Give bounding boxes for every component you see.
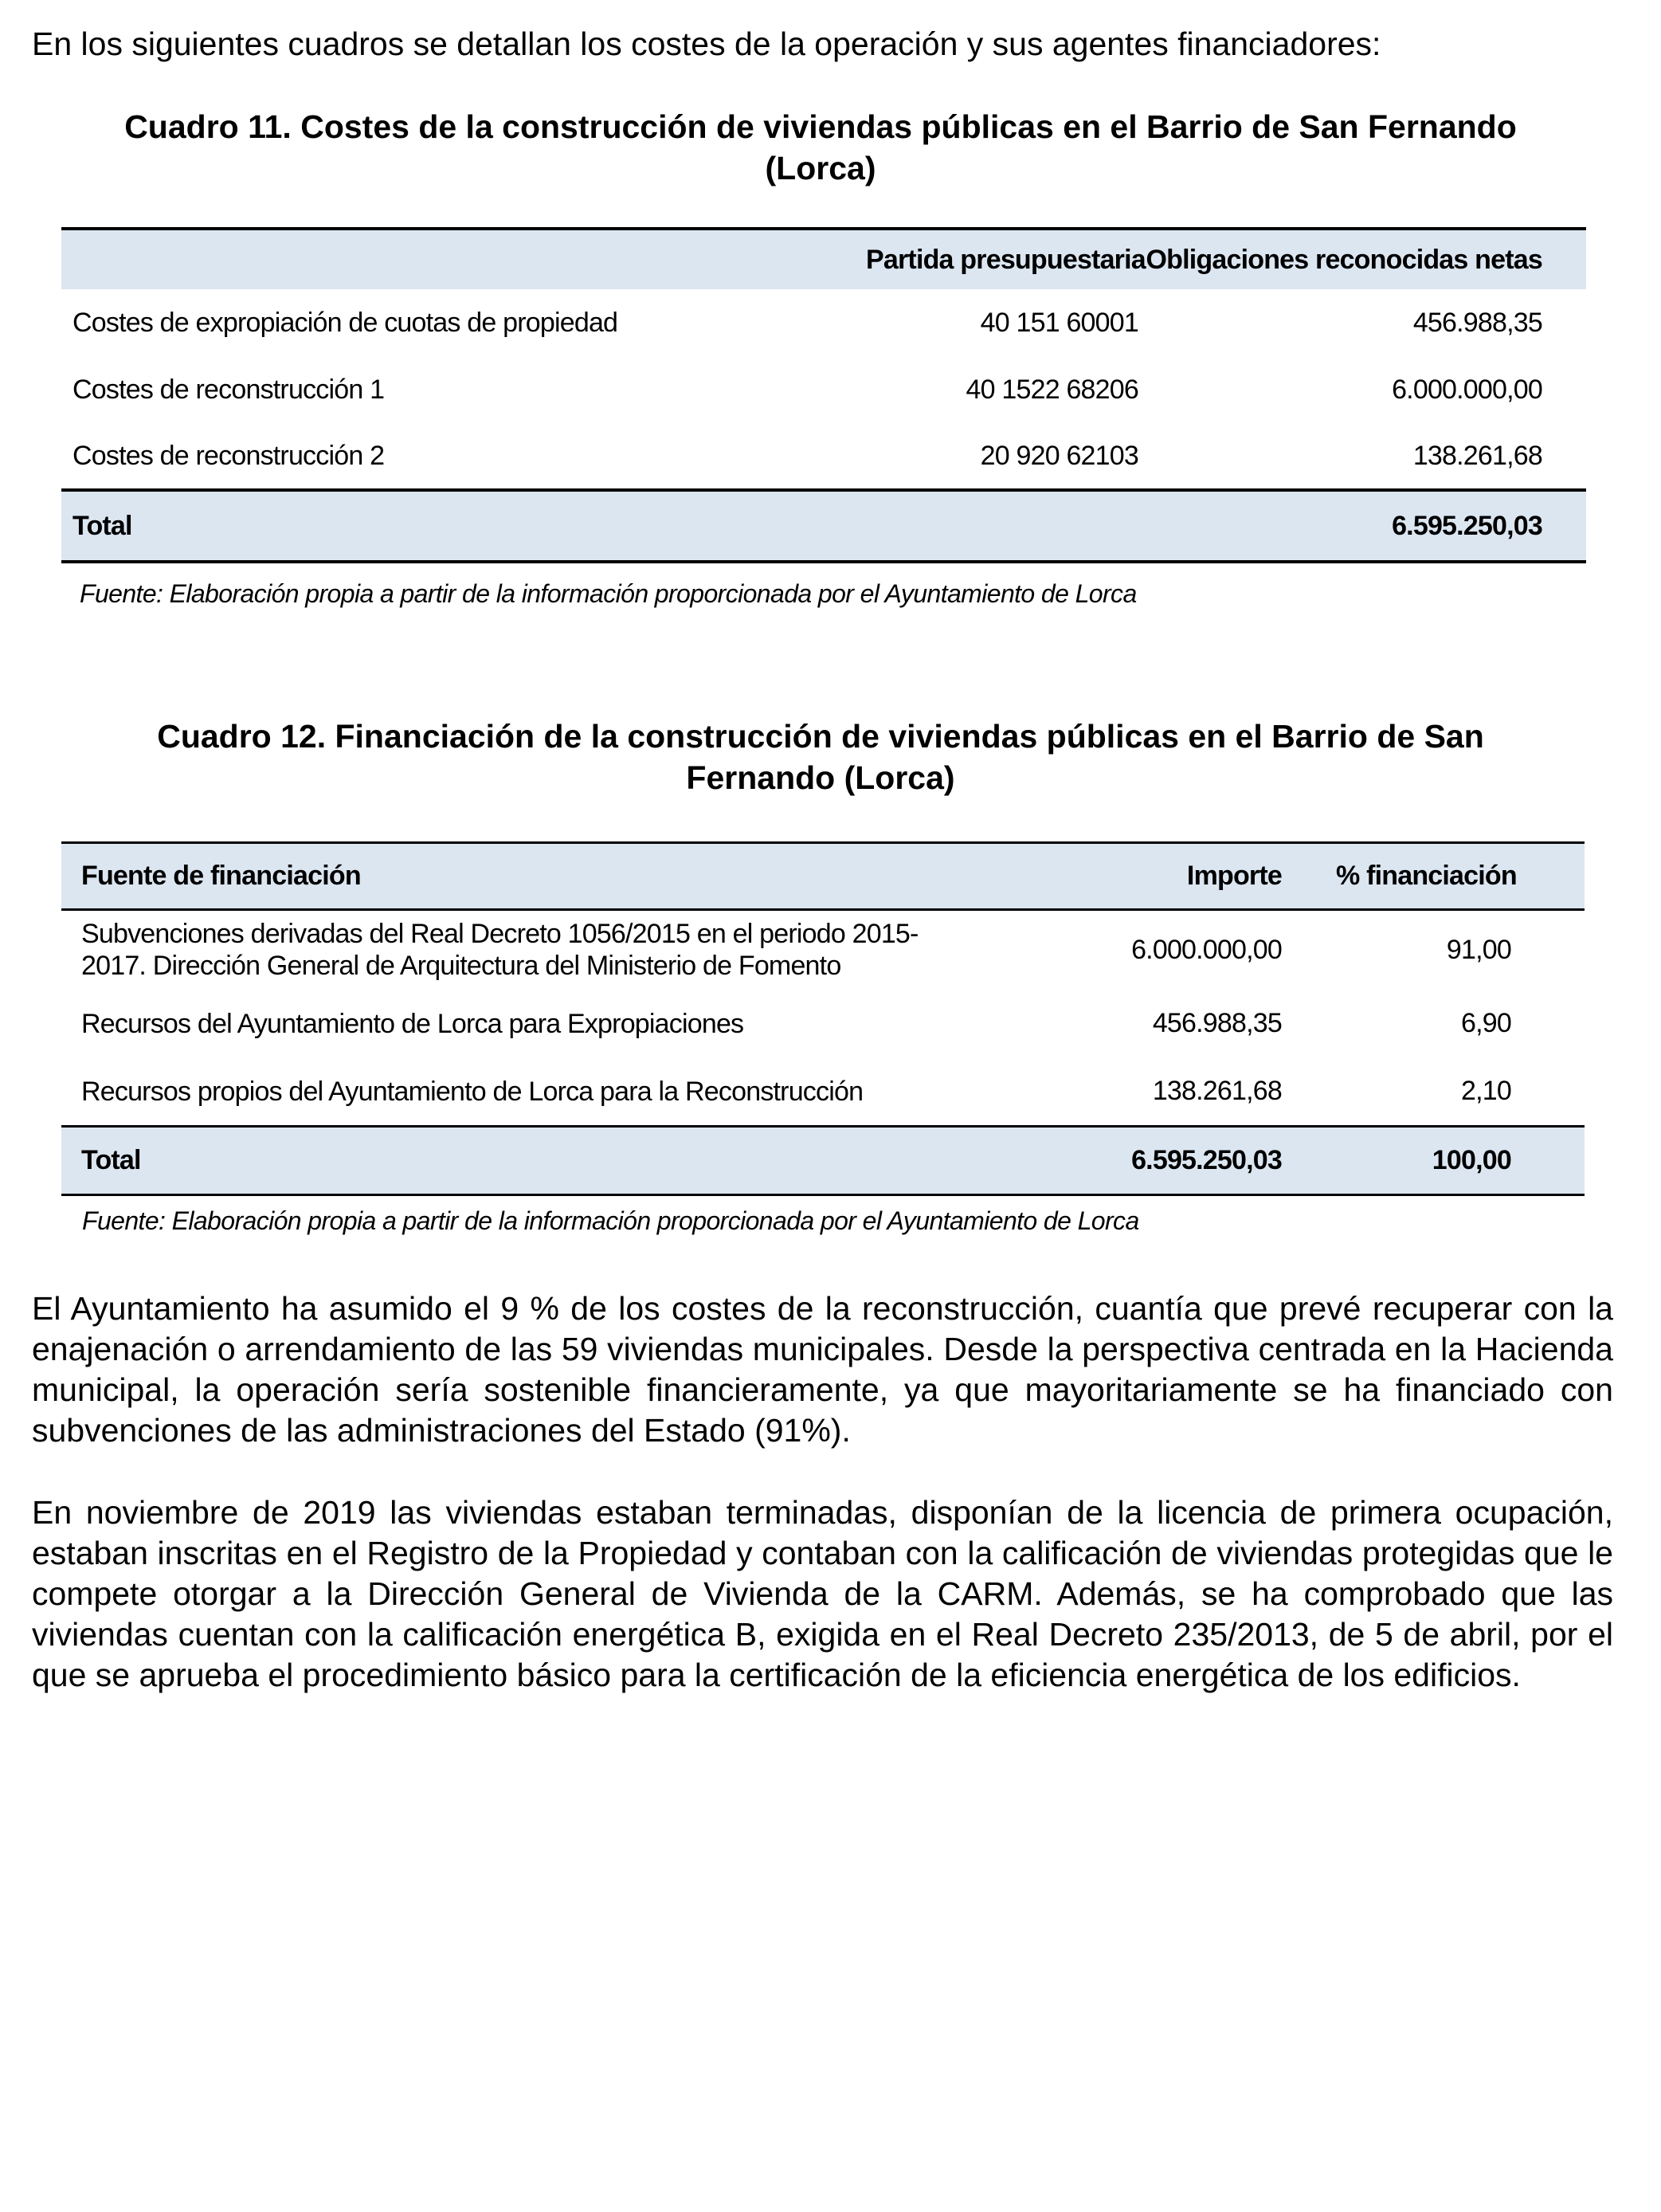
- table-row: [61, 1058, 1585, 1127]
- table2-caption: [32, 716, 1609, 798]
- row-importe: 6.000.000,00: [1131, 934, 1282, 965]
- total-porcentaje: 100,00: [1432, 1145, 1511, 1175]
- intro-text: En los siguientes cuadros se detallan los costes de la operación y sus agentes financiadores:: [32, 25, 1381, 62]
- row-partida: 40 1522 68206: [966, 374, 1138, 405]
- table1-caption-line2: (Lorca): [765, 150, 876, 186]
- total-label: Total: [81, 1145, 141, 1175]
- row-fuente-line1: Subvenciones derivadas del Real Decreto 1056/2015 en el periodo 2015-: [81, 919, 919, 950]
- paragraph: En noviembre de 2019 las viviendas estaban terminadas, disponían de la licencia de primera ocupación, estaban inscritas en el Registro de la Propiedad y contaban con la calificación de viviendas protegidas que le compete otorgar a la Dirección General de Vivienda de la CARM. Además, se ha comprobado que las viviendas cuentan con la calificación energética B, exigida en el Real Decreto 235/2013, de 5 de abril, por el que se aprueba el procedimiento básico para la certificación de la eficiencia energética de los edificios.: [32, 1494, 1613, 1693]
- header-fuente: Fuente de financiación: [81, 861, 361, 891]
- table-row: [61, 289, 1586, 356]
- row-concepto: Costes de reconstrucción 1: [72, 374, 385, 405]
- row-importe: 138.261,68: [1152, 1076, 1282, 1107]
- row-partida: 40 151 60001: [980, 307, 1138, 338]
- header-porcentaje: % financiación: [1336, 861, 1517, 891]
- row-obligaciones: 456.988,35: [1412, 307, 1542, 338]
- costs-table: [61, 227, 1586, 563]
- row-obligaciones: 138.261,68: [1412, 440, 1542, 471]
- header-obligaciones: Obligaciones reconocidas netas: [1146, 244, 1542, 275]
- row-porcentaje: 6,90: [1461, 1008, 1511, 1038]
- paragraph: El Ayuntamiento ha asumido el 9 % de los costes de la reconstrucción, cuantía que prevé recuperar con la enajenación o arrendamiento de las 59 viviendas municipales. Desde la perspectiva centrada en la Hacienda municipal, la operación sería sostenible financieramente, ya que mayoritariamente se ha financiado con subvenciones de las administraciones del Estado (91%).: [32, 1290, 1613, 1449]
- row-porcentaje: 2,10: [1461, 1076, 1511, 1107]
- table-row: [61, 910, 1585, 990]
- row-fuente-line2: 2017. Dirección General de Arquitectura del Ministerio de Fomento: [81, 951, 841, 982]
- table-header-row: [61, 229, 1586, 289]
- row-concepto: Costes de reconstrucción 2: [72, 440, 385, 471]
- table-header-row: [61, 843, 1585, 910]
- table-row: [61, 423, 1586, 490]
- row-obligaciones: 6.000.000,00: [1392, 374, 1542, 405]
- total-partida-empty: [866, 490, 1145, 562]
- table2-caption-line1: Cuadro 12. Financiación de la construcción de viviendas públicas en el Barrio de San: [157, 718, 1484, 755]
- header-importe: Importe: [1186, 861, 1282, 891]
- row-porcentaje: 91,00: [1446, 934, 1511, 965]
- total-label: Total: [72, 510, 132, 541]
- row-importe: 456.988,35: [1152, 1008, 1282, 1038]
- table2-caption-line2: Fernando (Lorca): [686, 759, 955, 796]
- table1-source: Fuente: Elaboración propia a partir de la información proporcionada por el Ayuntamiento de Lorca: [80, 579, 1137, 608]
- total-row: [61, 490, 1586, 562]
- row-fuente: [61, 910, 1017, 990]
- total-row: [61, 1127, 1585, 1195]
- header-empty: [61, 229, 866, 289]
- row-fuente: Recursos propios del Ayuntamiento de Lorca para la Reconstrucción: [81, 1076, 864, 1107]
- row-partida: 20 920 62103: [980, 440, 1138, 471]
- row-fuente: Recursos del Ayuntamiento de Lorca para Expropiaciones: [81, 1008, 744, 1039]
- table-row: [61, 356, 1586, 423]
- table1-caption-line1: Cuadro 11. Costes de la construcción de viviendas públicas en el Barrio de San Fernando: [124, 108, 1517, 145]
- table-row: [61, 990, 1585, 1058]
- financing-table: [61, 841, 1585, 1196]
- header-partida: Partida presupuestaria: [866, 244, 1146, 275]
- row-concepto: Costes de expropiación de cuotas de propiedad: [72, 307, 618, 338]
- table2-source: Fuente: Elaboración propia a partir de la información proporcionada por el Ayuntamiento de Lorca: [82, 1206, 1139, 1235]
- table1-caption: [32, 106, 1609, 189]
- total-obligaciones: 6.595.250,03: [1392, 510, 1542, 541]
- total-importe: 6.595.250,03: [1131, 1145, 1282, 1175]
